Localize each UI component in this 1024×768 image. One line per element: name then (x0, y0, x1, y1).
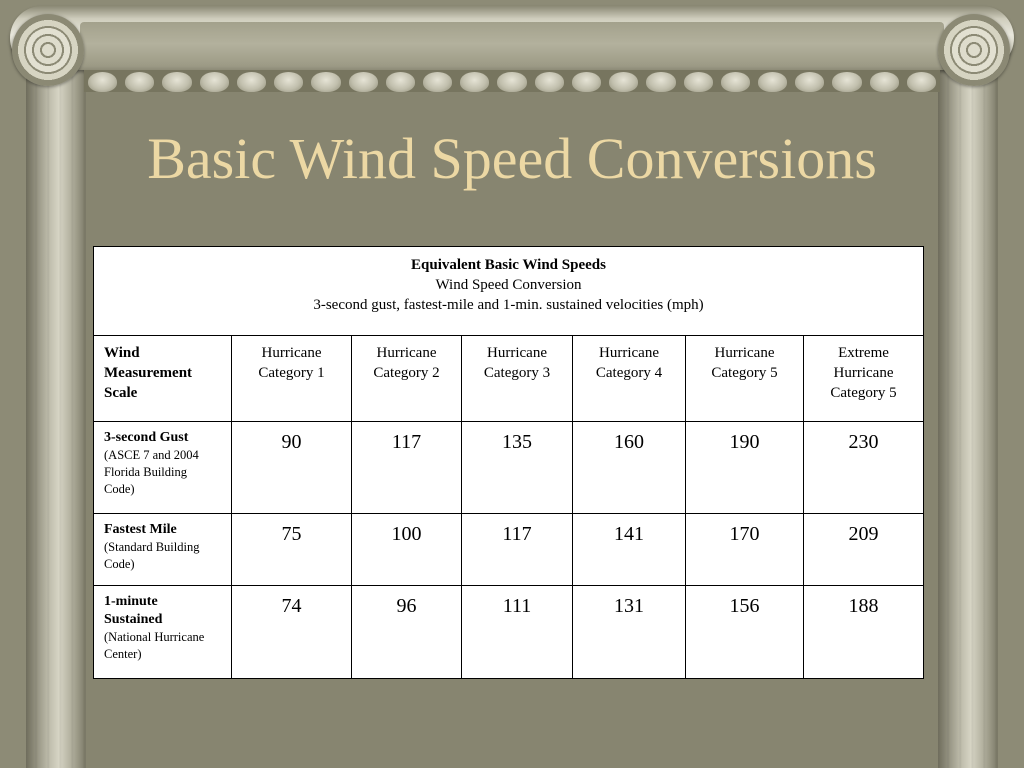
table-cell: 188 (804, 586, 924, 679)
corner-header-line: Scale (104, 385, 138, 401)
table-cell: 190 (686, 422, 804, 514)
table-row (94, 514, 924, 586)
column-header-line: Hurricane (376, 345, 437, 361)
table-cell: 170 (686, 514, 804, 586)
table-cell: 135 (462, 422, 573, 514)
left-column-decoration (26, 60, 86, 768)
column-header-category-3 (462, 336, 573, 422)
caption-heading: Equivalent Basic Wind Speeds (411, 257, 606, 273)
molding-egg (535, 72, 564, 92)
row-name: 3-second Gust (104, 430, 189, 445)
table-row (94, 422, 924, 514)
table-cell: 117 (352, 422, 462, 514)
row-source-line: Center) (104, 647, 142, 661)
table-cell: 160 (573, 422, 686, 514)
capital-face (80, 22, 944, 66)
caption-subtitle: Wind Speed Conversion (435, 277, 582, 293)
molding-egg (125, 72, 154, 92)
table-cell: 74 (232, 586, 352, 679)
table-cell: 90 (232, 422, 352, 514)
table-cell: 141 (573, 514, 686, 586)
row-name-line: 1-minute (104, 594, 158, 609)
corner-header-line: Wind (104, 345, 140, 361)
table-cell: 209 (804, 514, 924, 586)
column-header-category-5 (686, 336, 804, 422)
molding-egg (572, 72, 601, 92)
right-volute-icon (938, 14, 1010, 86)
table-cell: 131 (573, 586, 686, 679)
corner-header-line: Measurement (104, 365, 193, 381)
egg-molding-decoration (84, 70, 940, 92)
row-name-line: Sustained (104, 612, 163, 627)
table-cell: 111 (462, 586, 573, 679)
column-header-line: Hurricane (261, 345, 322, 361)
molding-egg (795, 72, 824, 92)
column-header-line: Hurricane (833, 365, 894, 381)
corner-header (94, 336, 232, 422)
row-source-line: (Standard Building (104, 540, 200, 554)
column-header-line: Category 3 (483, 365, 551, 381)
molding-egg (386, 72, 415, 92)
column-header-category-1 (232, 336, 352, 422)
molding-egg (721, 72, 750, 92)
molding-egg (162, 72, 191, 92)
row-source-line: Code) (104, 557, 135, 571)
row-name: Fastest Mile (104, 522, 177, 537)
right-column-decoration (938, 60, 998, 768)
table-cell: 117 (462, 514, 573, 586)
row-header-fastest-mile (94, 514, 232, 586)
molding-egg (832, 72, 861, 92)
molding-egg (684, 72, 713, 92)
molding-egg (88, 72, 117, 92)
wind-speed-table (93, 246, 924, 679)
table-cell: 96 (352, 586, 462, 679)
table-caption (94, 247, 924, 336)
row-source-line: (ASCE 7 and 2004 (104, 448, 199, 462)
column-header-line: Category 5 (711, 365, 778, 381)
column-capital-decoration (10, 6, 1014, 70)
column-header-line: Hurricane (599, 345, 659, 361)
row-header-3-second-gust (94, 422, 232, 514)
column-header-line: Hurricane (487, 345, 547, 361)
molding-egg (423, 72, 452, 92)
column-header-line: Hurricane (714, 345, 775, 361)
molding-egg (907, 72, 936, 92)
molding-egg (758, 72, 787, 92)
column-header-line: Category 5 (830, 385, 897, 401)
molding-egg (274, 72, 303, 92)
molding-egg (870, 72, 899, 92)
molding-egg (311, 72, 340, 92)
column-header-extreme-category-5 (804, 336, 924, 422)
column-header-line: Category 2 (373, 365, 440, 381)
molding-egg (237, 72, 266, 92)
row-source-line: Florida Building (104, 465, 187, 479)
left-volute-icon (12, 14, 84, 86)
caption-description: 3-second gust, fastest-mile and 1-min. sustained velocities (mph) (313, 297, 704, 313)
molding-egg (460, 72, 489, 92)
column-header-line: Category 1 (258, 365, 325, 381)
column-header-line: Category 4 (595, 365, 663, 381)
table-cell: 230 (804, 422, 924, 514)
row-source-line: (National Hurricane (104, 630, 205, 644)
table-row (94, 586, 924, 679)
slide-title: Basic Wind Speed Conversions (147, 126, 877, 191)
column-header-category-4 (573, 336, 686, 422)
row-source-line: Code) (104, 482, 135, 496)
molding-egg (200, 72, 229, 92)
table-cell: 75 (232, 514, 352, 586)
row-header-1-minute-sustained (94, 586, 232, 679)
molding-egg (349, 72, 378, 92)
table-cell: 156 (686, 586, 804, 679)
table-cell: 100 (352, 514, 462, 586)
molding-egg (646, 72, 675, 92)
column-header-category-2 (352, 336, 462, 422)
column-header-line: Extreme (838, 345, 889, 361)
molding-egg (497, 72, 526, 92)
molding-egg (609, 72, 638, 92)
